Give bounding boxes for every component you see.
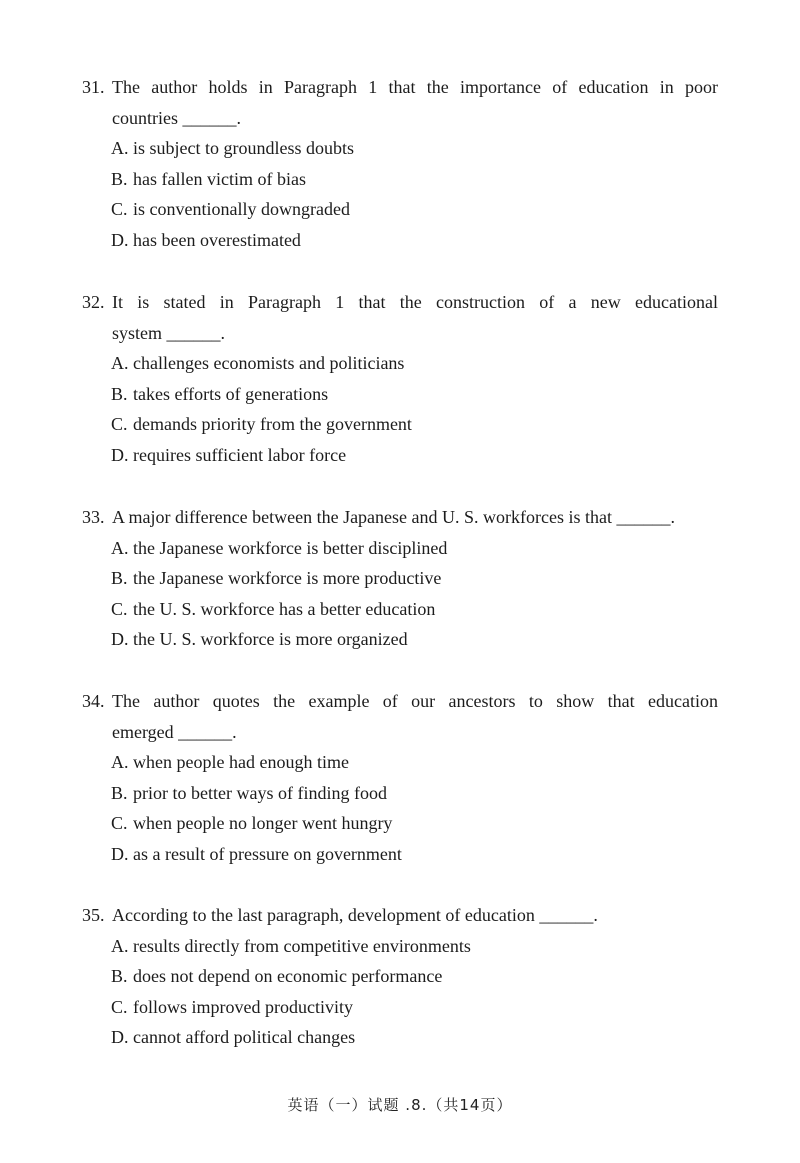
question-stem [82, 72, 718, 133]
option-d: D. as a result of pressure on government [111, 843, 402, 864]
question-text-line1: The author holds in Paragraph 1 that the importance of education in poor [112, 77, 718, 97]
question-text-line1: A major difference between the Japanese and U. S. workforces is that ______. [112, 507, 675, 527]
question-text-line2: countries ______. [112, 107, 241, 128]
option-c: C. is conventionally downgraded [111, 199, 350, 219]
option-b: B. prior to better ways of finding food [111, 782, 387, 803]
question-number: 33. [82, 507, 105, 527]
option-c: C. when people no longer went hungry [111, 813, 393, 833]
option-b: B. does not depend on economic performance [111, 966, 443, 986]
question-number: 32. [82, 292, 105, 312]
option-b: B. the Japanese workforce is more productive [111, 568, 442, 588]
option-c: C. the U. S. workforce has a better education [111, 598, 436, 619]
question-text-line2: system ______. [112, 322, 226, 343]
option-d: D. has been overestimated [111, 229, 301, 250]
question-stem [82, 287, 718, 348]
question-stem [82, 502, 718, 533]
option-d: D. cannot afford political changes [111, 1027, 356, 1047]
question-stem [82, 686, 718, 747]
option-c: C. follows improved productivity [111, 996, 353, 1017]
question-stem [82, 900, 718, 931]
option-a: A. the Japanese workforce is better disciplined [111, 537, 448, 558]
options-list [111, 533, 800, 655]
options-list [111, 348, 800, 470]
question-text-line1: The author quotes the example of our ancestors to show that education [112, 691, 718, 711]
option-d: D. requires sufficient labor force [111, 444, 347, 465]
question-text-line1: It is stated in Paragraph 1 that the construction of a new educational [112, 292, 718, 312]
option-b: B. takes efforts of generations [111, 383, 329, 404]
question-text-line1: According to the last paragraph, development of education ______. [112, 905, 598, 925]
question-35 [0, 900, 800, 1053]
option-a: A. when people had enough time [111, 752, 349, 772]
question-34 [0, 686, 800, 869]
question-33 [0, 502, 800, 655]
question-number: 31. [82, 77, 105, 97]
options-list [111, 133, 800, 255]
option-d: D. the U. S. workforce is more organized [111, 629, 408, 649]
option-b: B. has fallen victim of bias [111, 168, 306, 189]
question-number: 35. [82, 905, 105, 925]
options-list [111, 747, 800, 869]
question-number: 34. [82, 691, 105, 711]
option-a: A. is subject to groundless doubts [111, 138, 354, 158]
question-text-line2: emerged ______. [112, 721, 237, 742]
options-list [111, 931, 800, 1053]
option-a: A. results directly from competitive environments [111, 935, 471, 956]
option-c: C. demands priority from the government [111, 414, 412, 434]
option-a: A. challenges economists and politicians [111, 353, 405, 373]
page-footer: 英语（一）试题 .8.（共14页） [287, 1096, 513, 1114]
question-32 [0, 287, 800, 470]
question-31 [0, 72, 800, 255]
